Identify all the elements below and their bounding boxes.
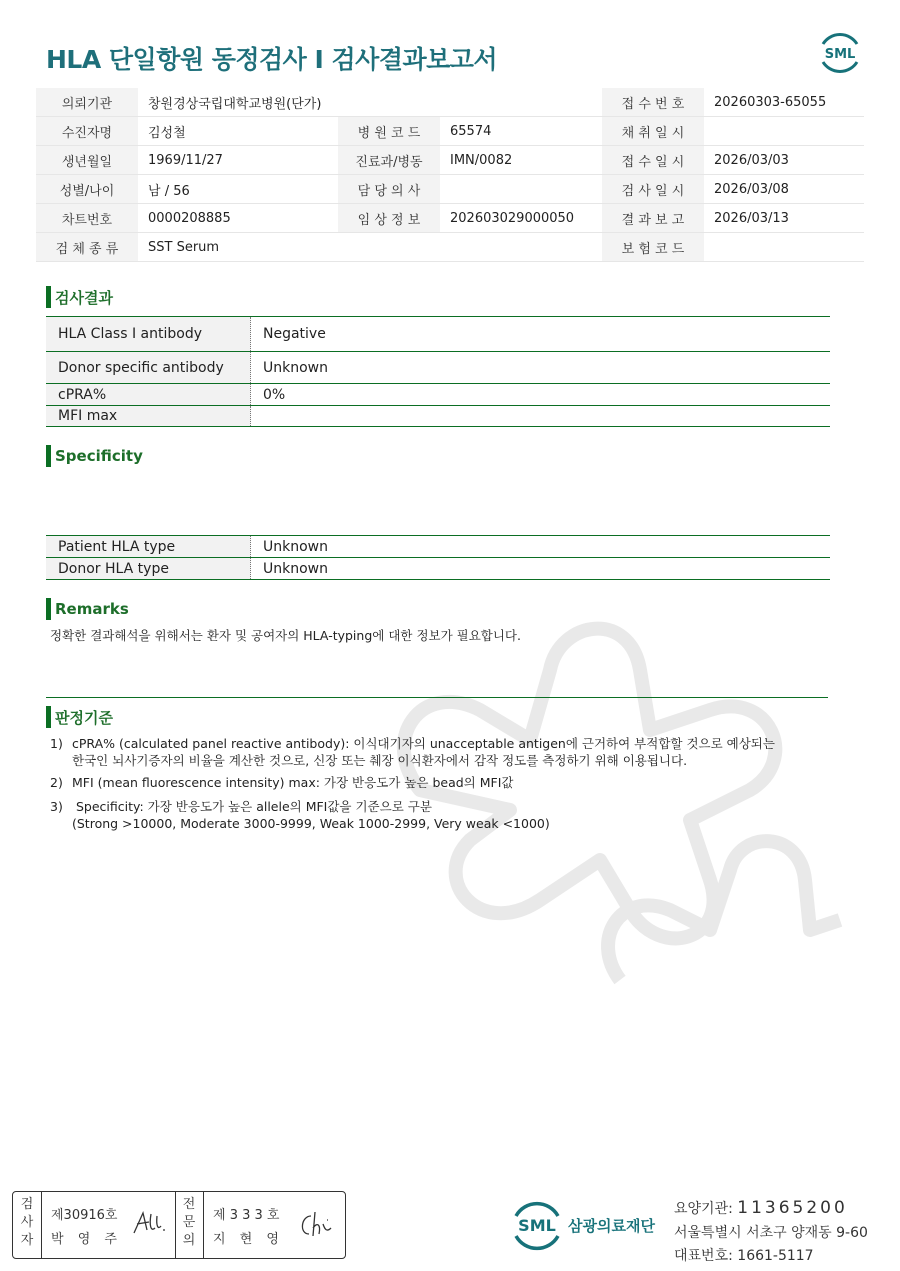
logo-text: SML [824, 47, 856, 62]
specificity-heading [46, 445, 143, 467]
criteria-line: Specificity: 가장 반응도가 높은 allele의 MFI값을 기준으로 구분 [72, 799, 432, 814]
table-row [46, 317, 830, 352]
specificity-table [46, 535, 830, 580]
code-label: 요양기관: [674, 1201, 733, 1217]
result-key: cPRA% [46, 384, 251, 406]
collect-date-label: 채 취 일 시 [602, 117, 704, 146]
hospital-code-value: 65574 [440, 117, 602, 146]
table-row [46, 558, 830, 580]
patient-label: 수진자명 [36, 117, 138, 146]
specimen-label: 검 체 종 류 [36, 233, 138, 262]
specificity-value: Unknown [263, 560, 328, 577]
phone [674, 1245, 814, 1265]
result-value: Negative [263, 326, 326, 342]
remarks-heading [46, 598, 129, 620]
criteria-item [50, 798, 550, 832]
chart-label: 차트번호 [36, 204, 138, 233]
examiner-number: 제30916호 [51, 1208, 118, 1223]
address: 서울특별시 서초구 양재동 9-60 [674, 1225, 868, 1241]
specialist-signature-icon [297, 1210, 337, 1240]
org-name: 삼광의료재단 [568, 1216, 655, 1235]
section-bar [46, 706, 51, 728]
criteria-line: cPRA% (calculated panel reactive antibody): 이식대기자의 unacceptable antigen에 근거하여 부적합할 것으로 예상되는 [72, 736, 775, 751]
table-row [46, 536, 830, 558]
receipt-date-value: 2026/03/03 [704, 146, 864, 175]
section-bar [46, 445, 51, 467]
result-value: 0% [263, 386, 286, 403]
sex-age-label: 성별/나이 [36, 175, 138, 204]
specialist-name: 지 현 영 [213, 1232, 279, 1247]
code-value: 11365200 [737, 1198, 848, 1218]
insurance-value [704, 233, 864, 262]
specificity-value: Unknown [263, 538, 328, 555]
table-row [46, 384, 830, 406]
specificity-key: Patient HLA type [46, 536, 251, 558]
receipt-date-label: 접 수 일 시 [602, 146, 704, 175]
criteria-num: 2) [50, 775, 63, 790]
section-bar [46, 286, 51, 308]
hospital-value: 창원경상국립대학교병원(단가) [138, 88, 602, 117]
specialist-number: 제 3 3 3 호 [213, 1208, 280, 1223]
specificity-key: Donor HLA type [46, 558, 251, 580]
result-key: HLA Class I antibody [46, 317, 251, 352]
criteria-heading [46, 706, 113, 728]
result-value: Unknown [263, 359, 328, 376]
clinical-label: 임 상 정 보 [338, 204, 440, 233]
footer-logo-text: SML [518, 1216, 556, 1235]
insurance-label: 보 험 코 드 [602, 233, 704, 262]
footer-logo [510, 1198, 655, 1252]
clinical-value: 202603029000050 [440, 204, 602, 233]
collect-date-value [704, 117, 864, 146]
results-heading-text: 검사결과 [55, 288, 113, 307]
phone-value: 1661-5117 [737, 1248, 814, 1264]
results-heading [46, 286, 113, 308]
doctor-value [440, 175, 602, 204]
specimen-value: SST Serum [138, 233, 602, 262]
specificity-heading-text: Specificity [55, 447, 143, 465]
result-value [251, 406, 831, 427]
result-key: Donor specific antibody [46, 352, 251, 384]
remarks-text: 정확한 결과해석을 위해서는 환자 및 공여자의 HLA-typing에 대한 정보가 필요합니다. [50, 628, 521, 643]
criteria-heading-text: 판정기준 [55, 708, 113, 727]
hospital-code-label: 병 원 코 드 [338, 117, 440, 146]
chart-value: 0000208885 [138, 204, 338, 233]
phone-label: 대표번호: [674, 1248, 733, 1264]
report-title: HLA 단일항원 동정검사 I 검사결과보고서 [46, 45, 498, 74]
criteria-item [50, 735, 775, 769]
specialist-label: 전문의 [182, 1197, 196, 1248]
examiner-label: 검사자 [20, 1197, 34, 1248]
institution-code [674, 1198, 848, 1218]
criteria-line: MFI (mean fluorescence intensity) max: 가장 반응도가 높은 bead의 MFI값 [72, 775, 514, 790]
hospital-label: 의뢰기관 [36, 88, 138, 117]
examiner-name: 박 영 주 [51, 1232, 117, 1247]
doctor-label: 담 당 의 사 [338, 175, 440, 204]
dept-label: 진료과/병동 [338, 146, 440, 175]
receipt-no-label: 접 수 번 호 [602, 88, 704, 117]
results-table [46, 316, 830, 427]
patient-value: 김성철 [138, 117, 338, 146]
sml-logo-icon [817, 30, 863, 76]
section-bar [46, 598, 51, 620]
test-date-value: 2026/03/08 [704, 175, 864, 204]
signature-box [12, 1191, 346, 1259]
dept-value: IMN/0082 [440, 146, 602, 175]
birth-label: 생년월일 [36, 146, 138, 175]
result-key: MFI max [46, 406, 251, 427]
sex-age-value: 남 / 56 [138, 175, 338, 204]
criteria-num: 1) [50, 736, 63, 751]
report-date-value: 2026/03/13 [704, 204, 864, 233]
remarks-heading-text: Remarks [55, 600, 129, 618]
table-row [46, 352, 830, 384]
receipt-no-value: 20260303-65055 [704, 88, 864, 117]
criteria-num: 3) [50, 799, 63, 814]
birth-value: 1969/11/27 [138, 146, 338, 175]
sml-logo-icon [510, 1198, 564, 1252]
examiner-signature-icon [131, 1208, 171, 1238]
table-row [46, 406, 830, 427]
test-date-label: 검 사 일 시 [602, 175, 704, 204]
criteria-line: (Strong >10000, Moderate 3000-9999, Weak 1000-2999, Very weak <1000) [72, 816, 550, 831]
criteria-item [50, 774, 513, 791]
criteria-line: 한국인 뇌사기증자의 비율을 계산한 것으로, 신장 또는 췌장 이식환자에서 감작 정도를 측정하기 위해 이용됩니다. [72, 753, 688, 768]
divider [46, 697, 828, 698]
report-label: 결 과 보 고 [602, 204, 704, 233]
patient-info-table [36, 88, 864, 262]
